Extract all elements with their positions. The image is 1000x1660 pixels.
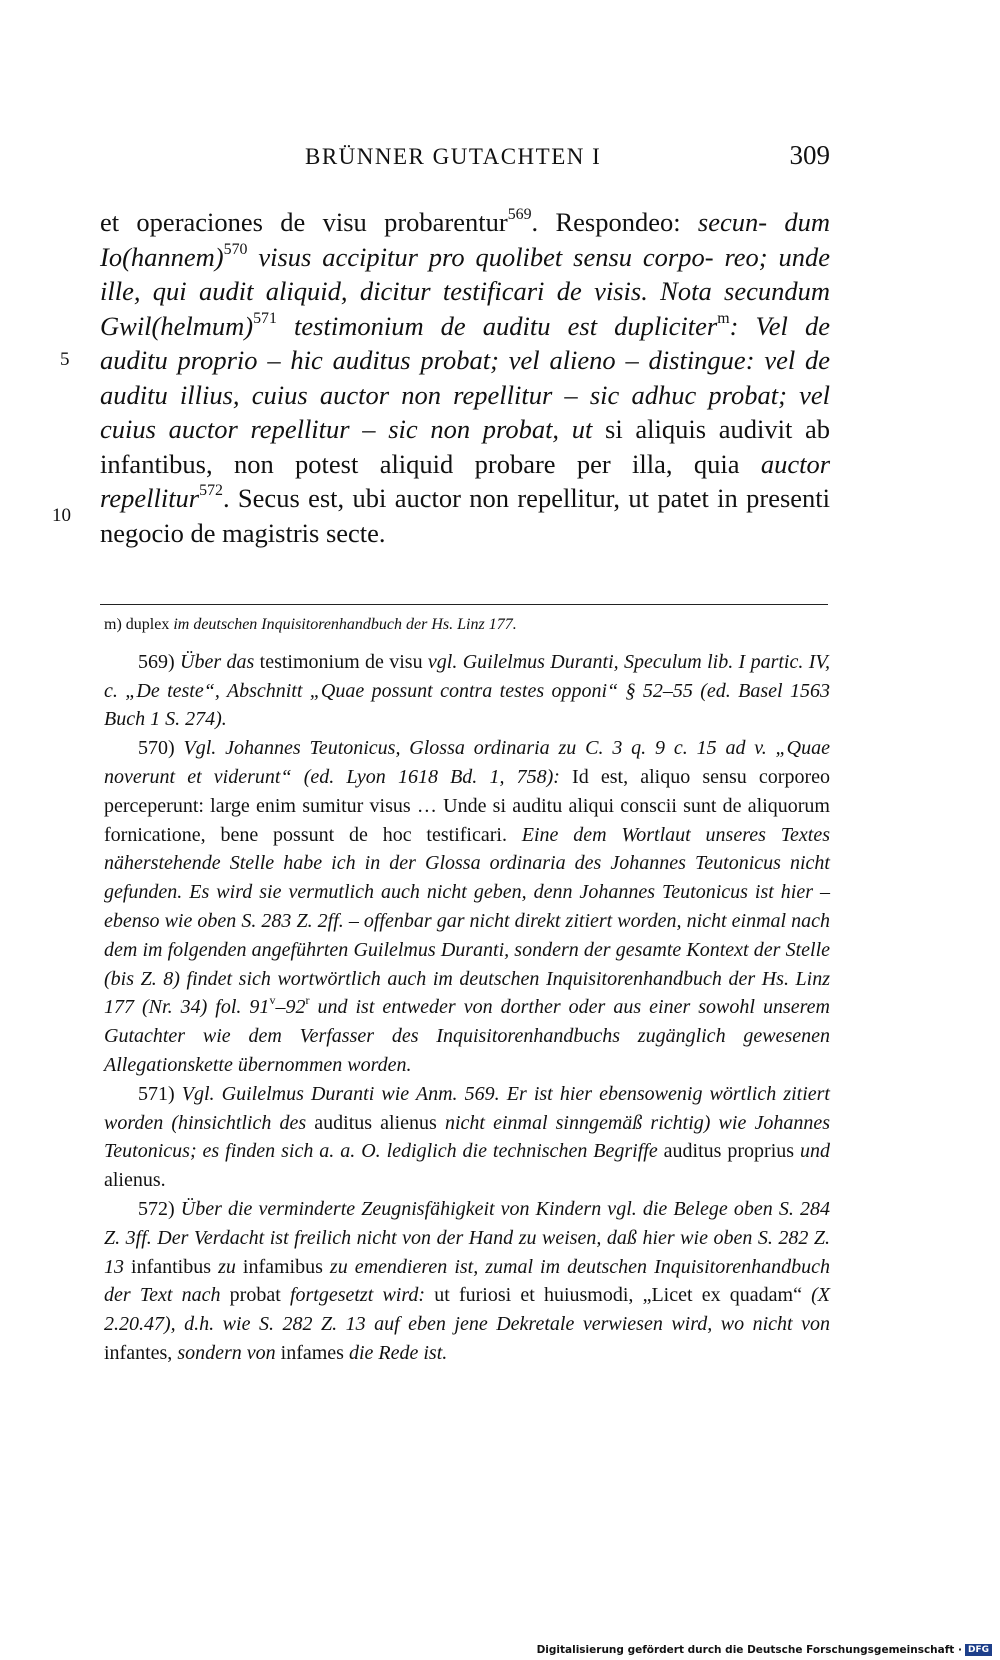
note-text: sondern von <box>177 1341 276 1364</box>
footnote-number: 571) <box>138 1082 182 1105</box>
line-number-10: 10 <box>52 505 71 526</box>
footnote-572 <box>104 1195 830 1368</box>
note-text: Vgl. Johannes Teutonicus, Glossa ordinaria zu C. 3 q. 9 c. 15 ad v. „Quae noverunt et viderunt“ (ed. Lyon 1618 Bd. 1, 758): <box>104 737 830 788</box>
footnote-divider <box>100 604 828 605</box>
dfg-logo: DFG <box>965 1644 992 1656</box>
text-l2a: dum Io(hannem) <box>100 207 831 272</box>
note-text: testimonium de visu <box>254 650 428 673</box>
line-number-5: 5 <box>60 349 70 370</box>
text-l8b: si aliquis audivit ab infantibus, non potest <box>100 414 831 479</box>
note-text: infamibus <box>235 1255 330 1278</box>
note-text: im deutschen Inquisitorenhandbuch der Hs. Linz 177. <box>173 616 517 633</box>
footnote-ref-572[interactable]: 572 <box>199 482 223 500</box>
footnote-number: 570) <box>138 737 184 760</box>
digitization-credit <box>537 1644 992 1656</box>
text-l4a: Nota secundum Gwil(helmum) <box>100 276 831 341</box>
critical-note-m <box>104 611 830 640</box>
note-text: probat <box>220 1284 290 1307</box>
text-l3: reo; unde ille, qui audit aliquid, dicitur testificari de visis. <box>100 241 831 306</box>
note-text: und ist entweder von dorther oder aus einer sowohl unserem Gutachter wie dem Verfasser des Inquisitorenhandbuchs zugänglich gewesenen Allegationskette übernommen worden. <box>104 996 830 1076</box>
footnote-570 <box>104 734 830 1080</box>
text-l10: ubi auctor non repellitur, ut patet in presenti negocio de <box>100 483 831 548</box>
superscript: r <box>305 993 310 1008</box>
note-text: fortgesetzt wird: <box>289 1284 426 1307</box>
superscript: v <box>269 993 276 1008</box>
footnote-ref-m[interactable]: m <box>717 309 730 327</box>
credit-text: Digitalisierung gefördert durch die Deutsche Forschungsgemeinschaft · <box>536 1644 962 1656</box>
footnote-number: 572) <box>138 1197 181 1220</box>
text-l8a: sic non probat, ut <box>388 414 593 444</box>
text-l2b: visus accipitur pro quolibet sensu corpo- <box>247 241 714 272</box>
running-title: BRÜNNER GUTACHTEN I <box>305 144 602 169</box>
footnote-ref-571[interactable]: 571 <box>253 309 277 327</box>
text-l9c: . Secus est, <box>222 483 345 513</box>
text-l5b: : Vel de auditu proprio – hic auditus probat; vel <box>100 310 831 375</box>
note-text: nicht einmal sinngemäß richtig) wie Johannes Teutonicus; es finden sich a. a. O. lediglich die technischen Begriffe <box>104 1111 830 1163</box>
page-number: 309 <box>789 140 830 170</box>
footnote-ref-570[interactable]: 570 <box>223 240 248 258</box>
note-text: auditus proprius <box>657 1140 800 1163</box>
footnote-ref-569[interactable]: 569 <box>507 206 532 224</box>
text-l11: magistris secte. <box>222 517 386 548</box>
note-text: zu <box>218 1255 236 1278</box>
note-text: auditus alienus <box>306 1111 445 1134</box>
note-text: vgl. Guilelmus Duranti, Speculum lib. I partic. IV, c. „De teste“, Abschnitt „Quae possunt contra testes opponi“ § 52–55 (ed. Basel 1563 Buch 1 S. 274). <box>104 650 831 731</box>
text-l5a: dupliciter <box>614 310 718 341</box>
note-text: die Rede ist. <box>348 1341 448 1364</box>
note-text: infantibus <box>124 1255 219 1278</box>
note-text: infames <box>275 1341 349 1364</box>
note-text: –92 <box>275 996 306 1019</box>
note-text: Vgl. Guilelmus Duranti wie Anm. 569. Er ist hier ebensowenig wörtlich zitiert worden (hinsichtlich des <box>104 1082 830 1134</box>
note-text: duplex <box>125 616 174 633</box>
text-l4b: testimonium de auditu est <box>276 310 598 341</box>
footnotes <box>104 611 830 1368</box>
note-text: Über die verminderte Zeugnisfähigkeit von Kindern vgl. die Belege oben S. 284 Z. 3ff. Der Verdacht ist freilich nicht von der Hand zu weisen, daß hier wie oben S. 282 Z. 13 <box>104 1197 830 1278</box>
text-l9a: aliquid probare per illa, quia <box>379 448 761 479</box>
footnote-number: 569) <box>138 650 181 673</box>
text-l1a: et operaciones de visu probarentur <box>100 207 508 237</box>
note-text: Über das <box>180 650 255 673</box>
footnote-569 <box>104 648 830 734</box>
note-text: Eine dem Wortlaut unseres Textes näherstehende Stelle habe ich in der Glossa ordinaria des Johannes Teutonicus nicht gefunden. Es wird sie vermutlich auch nicht geben, denn Johannes Teutonicus ist hier – ebenso wie oben S. 283 Z. 2ff. – offenbar gar nicht direkt zitiert worden, nicht einmal nach dem im folgenden angeführten Guilelmus Duranti, sondern der gesamte Kontext der Stelle (bis Z. 8) findet sich wortwörtlich auch im deutschen Inquisitorenhandbuch der Hs. Linz 177 (Nr. 34) fol. 91 <box>104 823 830 1019</box>
note-text: ut furiosi et huiusmodi, „Licet ex quadam“ <box>425 1284 812 1307</box>
main-text <box>52 205 831 550</box>
note-text: (X 2.20.47), d.h. wie S. 282 Z. 13 auf eben jene Dekretale verwiesen wird, wo nicht von <box>104 1284 831 1336</box>
note-text: Id est, aliquo sensu corporeo perceperunt: large enim sumitur visus … Unde si auditu aliqui conscii sunt de aliquorum fornicatione, bene possunt de hoc testificari. <box>104 765 830 846</box>
text-l6: alieno – distingue: vel de auditu illius, cuius auctor non <box>100 345 831 410</box>
note-marker: m) <box>104 616 126 633</box>
note-text: zu emendieren ist, zumal im deutschen Inquisitorenhandbuch der Text nach <box>104 1255 830 1307</box>
running-header <box>100 136 830 176</box>
text-l1c: secun- <box>697 207 768 237</box>
text-l7: repellitur – sic adhuc probat; vel cuius auctor repellitur – <box>100 379 830 444</box>
footnote-571 <box>104 1080 830 1195</box>
text-l9b: auctor repellitur <box>100 448 831 513</box>
text-l1b: . Respondeo: <box>531 207 698 237</box>
note-text: und <box>800 1140 830 1163</box>
note-text: alienus. <box>104 1169 166 1192</box>
note-text: infantes, <box>104 1341 178 1364</box>
